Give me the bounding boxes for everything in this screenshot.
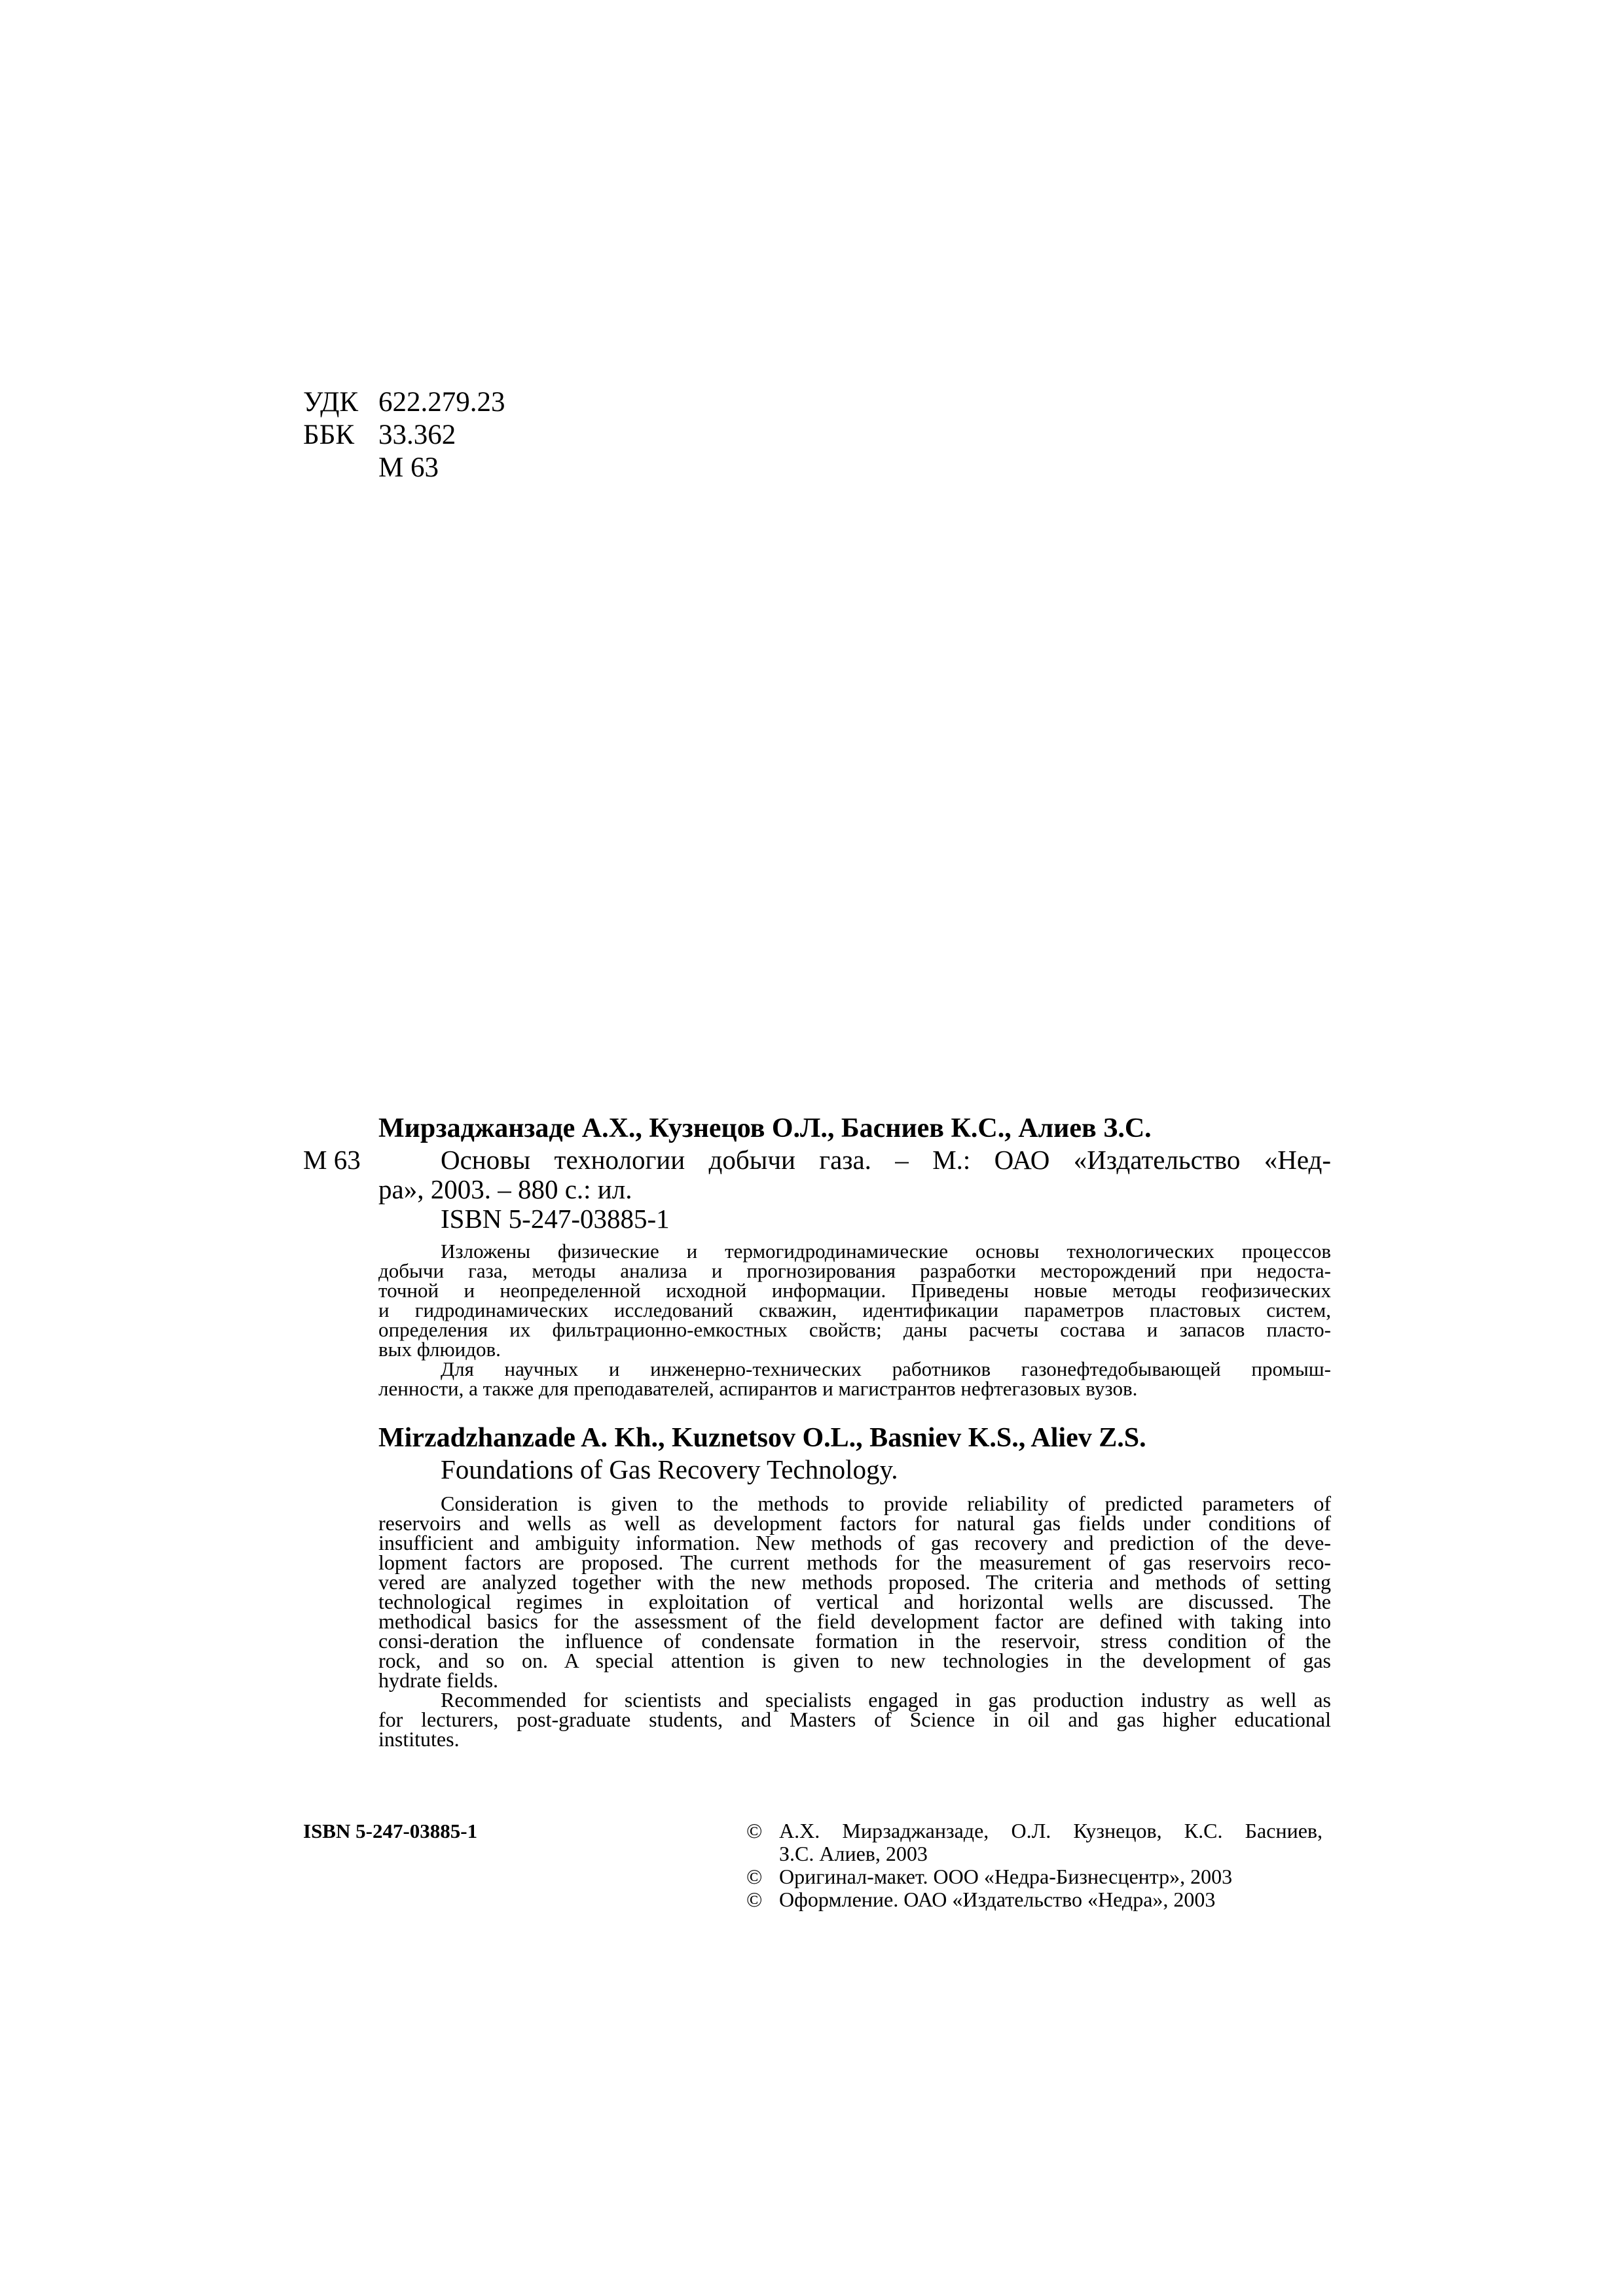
en-audience-line: for lecturers, post-graduate students, and Masters of Science in oil and gas higher educational	[378, 1708, 1331, 1731]
udk-label: УДК	[303, 387, 359, 418]
ru-margin-mark: М 63	[303, 1145, 361, 1175]
copyright-symbol: ©	[746, 1888, 763, 1911]
en-abstract-line: Consideration is given to the methods to provide reliability of predicted parameters of	[441, 1492, 1331, 1515]
classification-block	[303, 386, 539, 491]
copyright-line: Оригинал-макет. ООО «Недра-Бизнесцентр», 2003	[779, 1865, 1233, 1888]
en-abstract-line: hydrate fields.	[378, 1668, 499, 1692]
udk-value: 622.279.23	[378, 387, 505, 418]
ru-annotation-line: точной и неопределенной исходной информации. Приведены новые методы геофизических	[378, 1279, 1331, 1302]
ru-annotation-line: Изложены физические и термогидродинамические основы технологических процессов	[441, 1240, 1331, 1263]
en-title: Foundations of Gas Recovery Technology.	[441, 1454, 898, 1484]
ru-audience-line: Для научных и инженерно-технических работников газонефтедобывающей промыш-	[441, 1357, 1331, 1380]
bottom-isbn: ISBN 5-247-03885-1	[303, 1820, 478, 1842]
en-abstract-line: vered are analyzed together with the new methods proposed. The criteria and methods of setting	[378, 1570, 1331, 1594]
copyright-line: З.С. Алиев, 2003	[779, 1842, 928, 1865]
ru-isbn: ISBN 5-247-03885-1	[441, 1204, 670, 1234]
en-abstract-line: methodical basics for the assessment of the field development factor are defined with taking into	[378, 1609, 1331, 1633]
en-audience-line: Recommended for scientists and specialists engaged in gas production industry as well as	[441, 1688, 1331, 1712]
bbk-label: ББК	[303, 420, 355, 450]
copyright-line: А.Х. Мирзаджанзаде, О.Л. Кузнецов, К.С. Басниев,	[779, 1819, 1322, 1842]
ru-annotation-line: добычи газа, методы анализа и прогнозирования разработки месторождений при недоста-	[378, 1259, 1331, 1282]
en-abstract-line: insufficient and ambiguity information. New methods of gas recovery and prediction of the deve-	[378, 1531, 1331, 1554]
ru-annotation-line: и гидродинамических исследований скважин, идентификации параметров пластовых систем,	[378, 1299, 1331, 1321]
ru-audience-line: ленности, а также для преподавателей, аспирантов и магистрантов нефтегазовых вузов.	[378, 1377, 1138, 1400]
copyright-symbol: ©	[746, 1819, 763, 1842]
ru-annotation-line: определения их фильтрационно-емкостных свойств; даны расчеты состава и запасов пласто-	[378, 1318, 1331, 1341]
en-abstract-line: lopment factors are proposed. The current methods for the measurement of gas reservoirs reco-	[378, 1551, 1331, 1574]
en-abstract-line: reservoirs and wells as well as development factors for natural gas fields under conditions of	[378, 1511, 1331, 1535]
en-abstract-line: rock, and so on. A special attention is given to new technologies in the development of gas	[378, 1649, 1331, 1672]
bbk-value: 33.362	[378, 420, 456, 450]
en-authors: Mirzadzhanzade A. Kh., Kuznetsov O.L., Basniev K.S., Aliev Z.S.	[378, 1423, 1146, 1453]
ru-authors: Мирзаджанзаде А.Х., Кузнецов О.Л., Басниев К.С., Алиев З.С.	[378, 1113, 1152, 1143]
en-abstract-line: technological regimes in exploitation of vertical and horizontal wells are discussed. The	[378, 1590, 1331, 1613]
ru-title-line: Основы технологии добычи газа. – М.: ОАО «Издательство «Нед-	[441, 1145, 1331, 1175]
copyright-symbol: ©	[746, 1865, 763, 1888]
ru-annotation-line: вых флюидов.	[378, 1338, 501, 1361]
en-abstract-line: consi-deration the influence of condensate formation in the reservoir, stress condition of the	[378, 1629, 1331, 1653]
ru-title-line: ра», 2003. – 880 с.: ил.	[378, 1174, 632, 1204]
en-audience-line: institutes.	[378, 1727, 460, 1751]
author-mark: М 63	[378, 452, 439, 483]
copyright-line: Оформление. ОАО «Издательство «Недра», 2003	[779, 1888, 1216, 1911]
